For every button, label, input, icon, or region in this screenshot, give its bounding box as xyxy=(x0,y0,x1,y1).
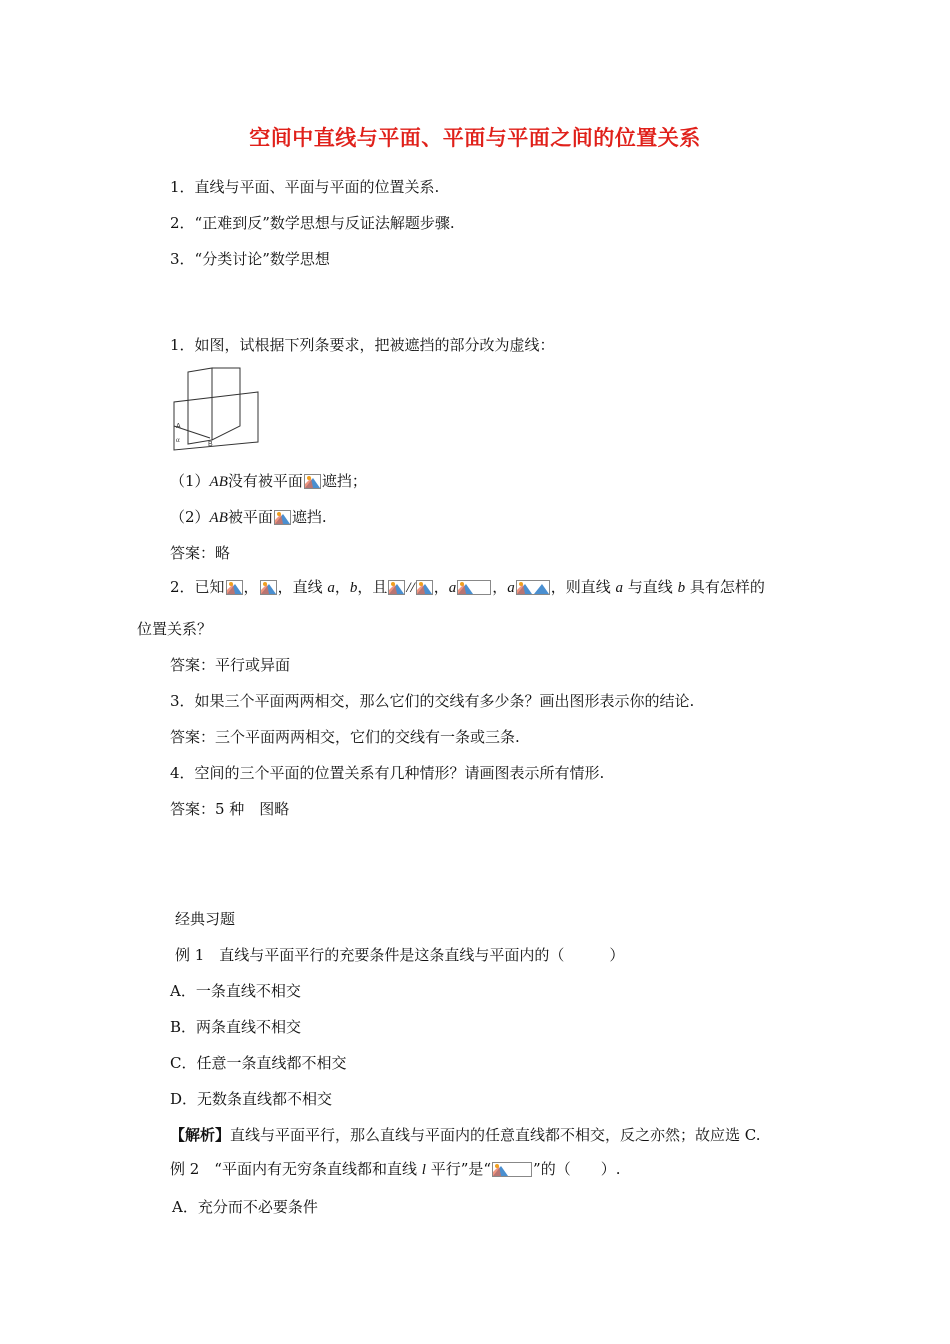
q3-answer: 答案：三个平面两两相交，它们的交线有一条或三条. xyxy=(170,728,520,746)
example-2-text: ”的（ ）. xyxy=(533,1160,621,1178)
q2-answer: 答案：平行或异面 xyxy=(170,656,291,674)
q2-text: ，且 xyxy=(357,578,388,596)
example-1-option-a: A．一条直线不相交 xyxy=(170,982,301,1000)
q4-answer: 答案：5 种 图略 xyxy=(170,800,290,818)
example-1-stem: 例 1 直线与平面平行的充要条件是这条直线与平面内的（ ） xyxy=(175,946,625,964)
q1-sub2-number: （2） xyxy=(170,508,210,526)
example-2-var-l: l xyxy=(421,1162,426,1178)
q2-stem xyxy=(170,576,765,599)
q1-stem: 1．如图，试根据下列条要求，把被遮挡的部分改为虚线： xyxy=(170,336,555,354)
q2-var-b: b xyxy=(349,580,358,596)
q2-text: ， xyxy=(243,578,259,596)
q2-text: 与直线 xyxy=(623,578,678,596)
analysis-text: 直线与平面平行，那么直线与平面内的任意直线都不相交，反之亦然；故应选 C. xyxy=(230,1126,761,1144)
plane-gamma-outline xyxy=(212,368,240,440)
q4-stem: 4．空间的三个平面的位置关系有几种情形？请画图表示所有情形. xyxy=(170,764,605,782)
q2-var-a: a xyxy=(327,580,335,596)
example-1-analysis xyxy=(170,1124,761,1146)
broken-image-icon xyxy=(516,580,550,595)
q1-sub2-end: 遮挡. xyxy=(291,508,327,526)
example-2-option-a: A．充分而不必要条件 xyxy=(172,1198,318,1216)
q1-sub1-ab: AB xyxy=(209,474,228,490)
q2-var-a: a xyxy=(615,580,624,596)
example-2-text: 例 2 “平面内有无穷条直线都和直线 xyxy=(170,1160,422,1178)
label-a: A xyxy=(176,423,181,430)
objective-1: 1．直线与平面、平面与平面的位置关系. xyxy=(170,178,440,196)
q3-stem: 3．如果三个平面两两相交，那么它们的交线有多少条？画出图形表示你的结论. xyxy=(170,692,695,710)
broken-image-icon xyxy=(492,1162,532,1177)
q2-var-a: a xyxy=(507,580,515,596)
example-1-option-b: B．两条直线不相交 xyxy=(170,1018,302,1036)
q2-text: 具有怎样的 xyxy=(685,578,765,596)
label-b: B xyxy=(208,441,213,448)
broken-image-icon xyxy=(274,510,291,525)
broken-image-icon xyxy=(457,580,491,595)
analysis-tag: 【解析】 xyxy=(170,1126,231,1144)
q2-text: ，直线 xyxy=(277,578,328,596)
classic-heading: 经典习题 xyxy=(175,910,236,928)
example-1-option-d: D．无数条直线都不相交 xyxy=(170,1090,333,1108)
example-2-stem xyxy=(170,1158,620,1181)
q1-sub1-text: 没有被平面 xyxy=(227,472,303,490)
q2-var-a: a xyxy=(448,580,457,596)
example-2-text: 平行”是“ xyxy=(425,1160,492,1178)
intersecting-planes-figure xyxy=(170,366,270,452)
q2-text: ，则直线 xyxy=(550,578,616,596)
q2-text: ， xyxy=(334,578,350,596)
q2-var-b: b xyxy=(677,580,686,596)
label-alpha: α xyxy=(176,436,180,444)
q1-answer: 答案：略 xyxy=(170,544,231,562)
objective-2: 2．“正难到反”数学思想与反证法解题步骤. xyxy=(170,214,455,232)
q1-sub1 xyxy=(170,470,367,493)
plane-beta-outline xyxy=(188,368,212,444)
q2-stem-line2: 位置关系？ xyxy=(137,620,213,638)
broken-image-icon xyxy=(260,580,277,595)
plane-alpha-outline xyxy=(174,392,258,450)
q1-sub2-text: 被平面 xyxy=(227,508,273,526)
broken-image-icon xyxy=(388,580,405,595)
q2-text: ， xyxy=(433,578,449,596)
q1-sub1-end: 遮挡； xyxy=(321,472,367,490)
broken-image-icon xyxy=(416,580,433,595)
q2-parallel-symbol: // xyxy=(406,580,415,596)
q1-sub1-number: （1） xyxy=(170,472,210,490)
q2-text: ， xyxy=(492,578,508,596)
broken-image-icon xyxy=(304,474,321,489)
q1-sub2-ab: AB xyxy=(209,510,228,526)
objective-3: 3．“分类讨论”数学思想 xyxy=(170,250,330,268)
page-title: 空间中直线与平面、平面与平面之间的位置关系 xyxy=(249,125,701,150)
q2-text: 2．已知 xyxy=(170,578,225,596)
q1-sub2 xyxy=(170,506,327,529)
broken-image-icon xyxy=(226,580,243,595)
example-1-option-c: C．任意一条直线都不相交 xyxy=(170,1054,347,1072)
